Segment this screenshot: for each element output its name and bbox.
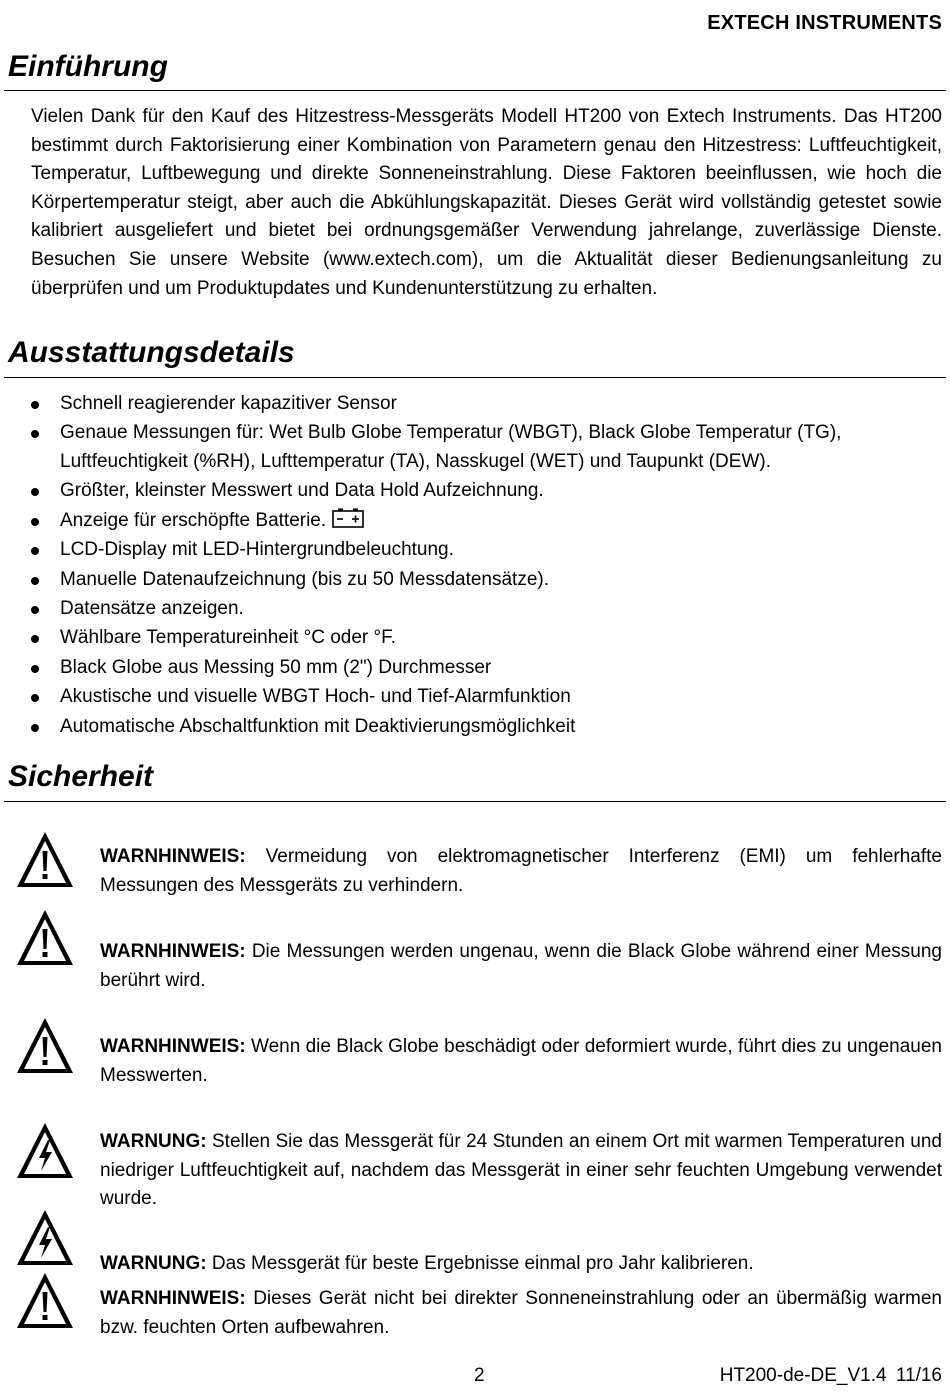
bullet-icon [31,665,39,673]
list-item: Black Globe aus Messing 50 mm (2") Durchmesser [31,654,942,683]
section-title-safety: Sicherheit [8,760,154,793]
bullet-icon [31,606,39,614]
warning-text: WARNHINWEIS: Vermeidung von elektromagnetischer Interferenz (EMI) um fehlerhafte Messungen des Messgeräts zu verhindern. [100,846,942,896]
bullet-icon [31,518,39,526]
warning-exclamation-icon [14,1270,76,1332]
list-item: Größter, kleinster Messwert und Data Hold Aufzeichnung. [31,477,942,506]
list-item: Akustische und visuelle WBGT Hoch- und Tief-Alarmfunktion [31,683,942,712]
list-item: LCD-Display mit LED-Hintergrundbeleuchtung. [31,536,942,565]
bullet-icon [31,635,39,643]
bullet-icon [31,430,39,438]
list-item: Genaue Messungen für: Wet Bulb Globe Temperatur (WBGT), Black Globe Temperatur (TG), Luftfeuchtigkeit (%RH), Lufttemperatur (TA), Nasskugel (WET) und Taupunkt (DEW). [31,419,942,476]
battery-icon [332,508,364,528]
list-item: Anzeige für erschöpfte Batterie. [31,507,942,536]
section-divider [4,801,946,802]
warning-text: WARNUNG: Das Messgerät für beste Ergebnisse einmal pro Jahr kalibrieren. [100,1253,754,1274]
intro-paragraph: Vielen Dank für den Kauf des Hitzestress-Messgeräts Modell HT200 von Extech Instruments. Das HT200 bestimmt durch Faktorisierung einer Kombination von Parametern genau den Hitzestress: Luftfeuchtigkeit, Temperatur, Luftbewegung und direkte Sonneneinstrahlung. Diese Faktoren beeinflussen, wie hoch die Körpertemperatur steigt, aber auch die Abkühlungskapazität. Dieses Gerät wird vollständig getestet sowie kalibriert ausgeliefert und bietet bei ordnungsgemäßer Verwendung jahrelange, zuverlässige Dienste. Besuchen Sie unsere Website (www.extech.com), um die Aktualität dieser Bedienungsanleitung zu überprüfen und um Produktupdates und Kundenunterstützung zu erhalten. [31,106,942,299]
document-id: HT200-de-DE_V1.4 11/16 [719,1365,942,1386]
electric-hazard-icon [14,1207,76,1269]
warning-exclamation-icon [14,829,76,891]
bullet-icon [31,724,39,732]
list-item: Schnell reagierender kapazitiver Sensor [31,390,942,419]
list-item: Wählbare Temperatureinheit °C oder °F. [31,624,942,653]
list-item: Manuelle Datenaufzeichnung (bis zu 50 Messdatensätze). [31,566,942,595]
bullet-icon [31,401,39,409]
electric-hazard-icon [14,1120,76,1182]
bullet-icon [31,488,39,496]
header-brand: EXTECH INSTRUMENTS [707,12,942,34]
section-title-intro: Einführung [8,50,168,83]
list-item: Automatische Abschaltfunktion mit Deaktivierungsmöglichkeit [31,713,942,742]
warning-text: WARNHINWEIS: Wenn die Black Globe beschädigt oder deformiert wurde, führt dies zu ungenauen Messwerten. [100,1036,942,1086]
page-number: 2 [474,1365,485,1386]
section-title-features: Ausstattungsdetails [8,336,295,369]
warning-text: WARNHINWEIS: Die Messungen werden ungenau, wenn die Black Globe während einer Messung berührt wird. [100,941,942,991]
bullet-icon [31,694,39,702]
warning-text: WARNHINWEIS: Dieses Gerät nicht bei direkter Sonneneinstrahlung oder an übermäßig warmen bzw. feuchten Orten aufbewahren. [100,1288,942,1338]
list-item: Datensätze anzeigen. [31,595,942,624]
feature-list [31,390,942,742]
warning-exclamation-icon [14,907,76,969]
bullet-icon [31,547,39,555]
warning-exclamation-icon [14,1015,76,1077]
bullet-icon [31,577,39,585]
warning-text: WARNUNG: Stellen Sie das Messgerät für 24 Stunden an einem Ort mit warmen Temperaturen und niedriger Luftfeuchtigkeit auf, nachdem das Messgerät in einer sehr feuchten Umgebung verwendet wurde. [100,1131,942,1210]
section-divider [4,377,946,378]
section-divider [4,90,946,91]
